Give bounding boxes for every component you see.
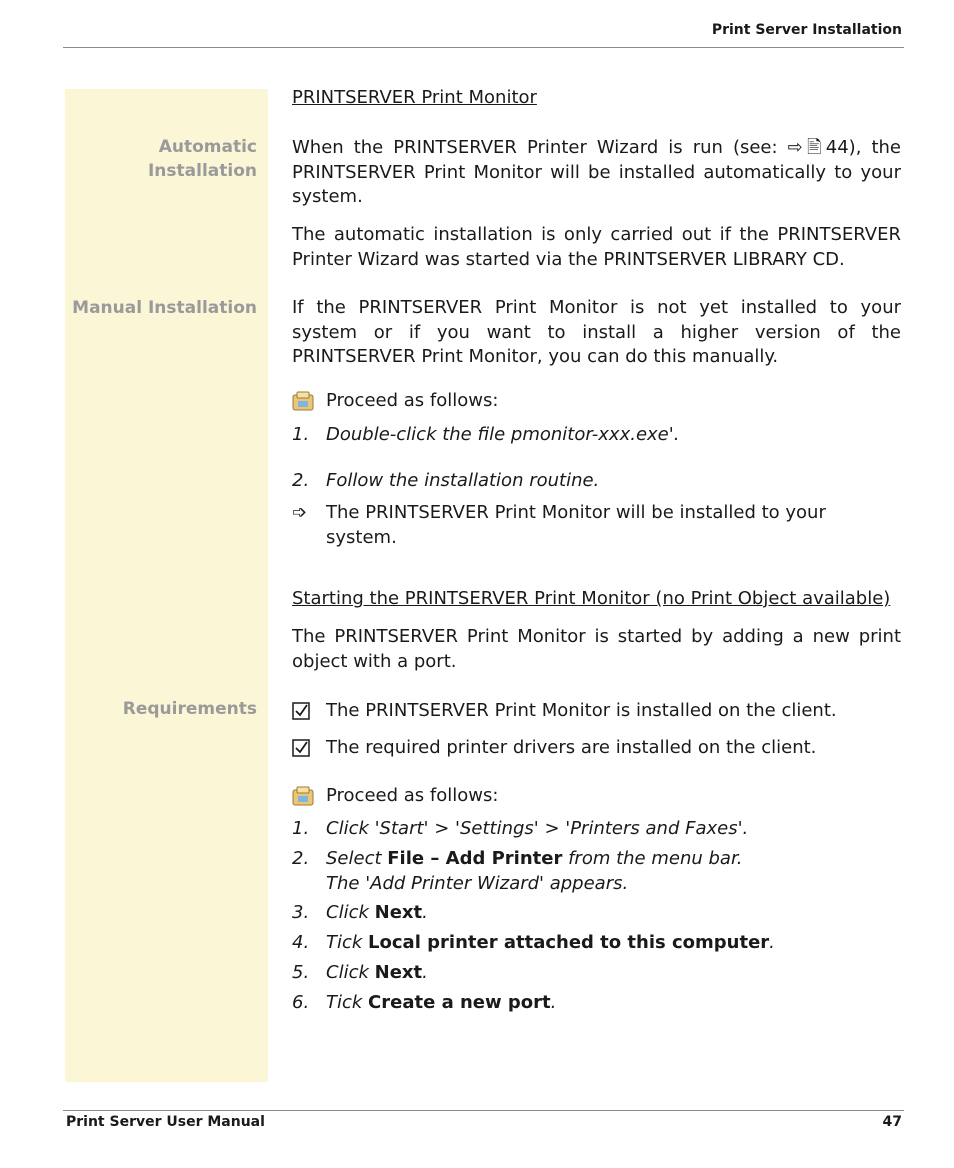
running-header: Print Server Installation — [711, 22, 902, 38]
step-number: 2. — [292, 848, 310, 869]
checkbox-checked-icon — [292, 702, 310, 720]
paragraph-automatic: When the PRINTSERVER Printer Wizard is run (see: ⇨🖹44), the PRINTSERVER Print Monitor will be installed automatically to your system. — [292, 137, 901, 207]
result-row — [292, 501, 901, 550]
step-post: . — [422, 962, 428, 983]
margin-label-automatic — [148, 135, 257, 183]
step-pre: Click — [326, 962, 375, 983]
step-2-2 — [292, 847, 901, 896]
step-pre: Tick — [326, 932, 369, 953]
step-2-1 — [292, 817, 901, 842]
ui-command: Create a new port — [368, 992, 551, 1013]
step-post: . — [550, 992, 557, 1013]
hand-pointer-icon — [292, 786, 314, 806]
step-number: 1. — [292, 424, 310, 445]
step-1 — [292, 423, 901, 448]
margin-label-manual: Manual Installation — [72, 298, 257, 318]
step-pre: Click — [326, 902, 375, 923]
result-text: The PRINTSERVER Print Monitor will be installed to your system. — [326, 502, 826, 548]
step-text — [326, 931, 901, 956]
step-2-6 — [292, 991, 901, 1016]
paragraph-manual: If the PRINTSERVER Print Monitor is not yet installed to your system or if you want to install a higher version of the PRINTSERVER Print Monitor, you can do this manually. — [292, 297, 901, 367]
step-post: . — [422, 902, 428, 923]
step-number: 2. — [292, 470, 310, 491]
step-2-5 — [292, 961, 901, 986]
header-rule — [63, 47, 904, 48]
step-line2: The 'Add Printer Wizard' appears. — [326, 872, 629, 894]
ui-command: Next — [374, 962, 423, 983]
step-text — [326, 991, 901, 1016]
step-text: Double-click the file pmonitor-xxx.exe'. — [326, 424, 680, 445]
step-post: . — [769, 932, 775, 953]
paragraph-starting: The PRINTSERVER Print Monitor is started by adding a new print object with a port. — [292, 626, 901, 672]
proceed-row-2 — [292, 784, 901, 809]
requirement-text: The PRINTSERVER Print Monitor is installed on the client. — [326, 700, 837, 721]
step-number: 6. — [292, 992, 310, 1013]
menu-command: File – Add Printer — [387, 848, 563, 869]
requirement-1 — [292, 699, 901, 724]
margin-label-automatic-line1: Automatic — [158, 137, 257, 157]
section-heading-print-monitor: PRINTSERVER Print Monitor — [292, 87, 537, 108]
margin-column — [65, 89, 268, 1082]
requirement-text: The required printer drivers are installed on the client. — [326, 737, 817, 758]
step-text — [326, 961, 901, 986]
paragraph-automatic-condition: The automatic installation is only carried out if the PRINTSERVER Printer Wizard was started via the PRINTSERVER LIBRARY CD. — [292, 224, 901, 270]
step-pre: Tick — [326, 992, 369, 1013]
step-pre: Select — [326, 848, 388, 869]
checkbox-checked-icon — [292, 739, 310, 757]
step-post: from the menu bar. — [562, 848, 743, 869]
step-number: 1. — [292, 818, 310, 839]
step-text — [326, 847, 901, 896]
footer-rule — [63, 1110, 904, 1111]
page-number: 47 — [882, 1114, 902, 1130]
step-number: 3. — [292, 902, 310, 923]
step-text: Click 'Start' > 'Settings' > 'Printers and Faxes'. — [326, 818, 749, 839]
section-heading-starting: Starting the PRINTSERVER Print Monitor (no Print Object available) — [292, 588, 891, 609]
result-arrow-icon: ➩ — [292, 502, 308, 523]
requirement-2 — [292, 736, 901, 761]
proceed-row-1 — [292, 389, 901, 414]
step-2 — [292, 469, 901, 494]
ui-command: Local printer attached to this computer — [368, 932, 770, 953]
margin-label-automatic-line2: Installation — [147, 161, 257, 181]
proceed-label-1: Proceed as follows: — [326, 390, 499, 411]
step-2-3 — [292, 901, 901, 926]
step-text: Follow the installation routine. — [326, 470, 600, 491]
proceed-label-2: Proceed as follows: — [326, 785, 499, 806]
footer-manual-title: Print Server User Manual — [66, 1114, 265, 1130]
hand-pointer-icon — [292, 391, 314, 411]
ui-command: Next — [374, 902, 423, 923]
step-text — [326, 901, 901, 926]
step-number: 4. — [292, 932, 310, 953]
margin-label-requirements: Requirements — [122, 699, 257, 719]
step-2-4 — [292, 931, 901, 956]
step-number: 5. — [292, 962, 310, 983]
